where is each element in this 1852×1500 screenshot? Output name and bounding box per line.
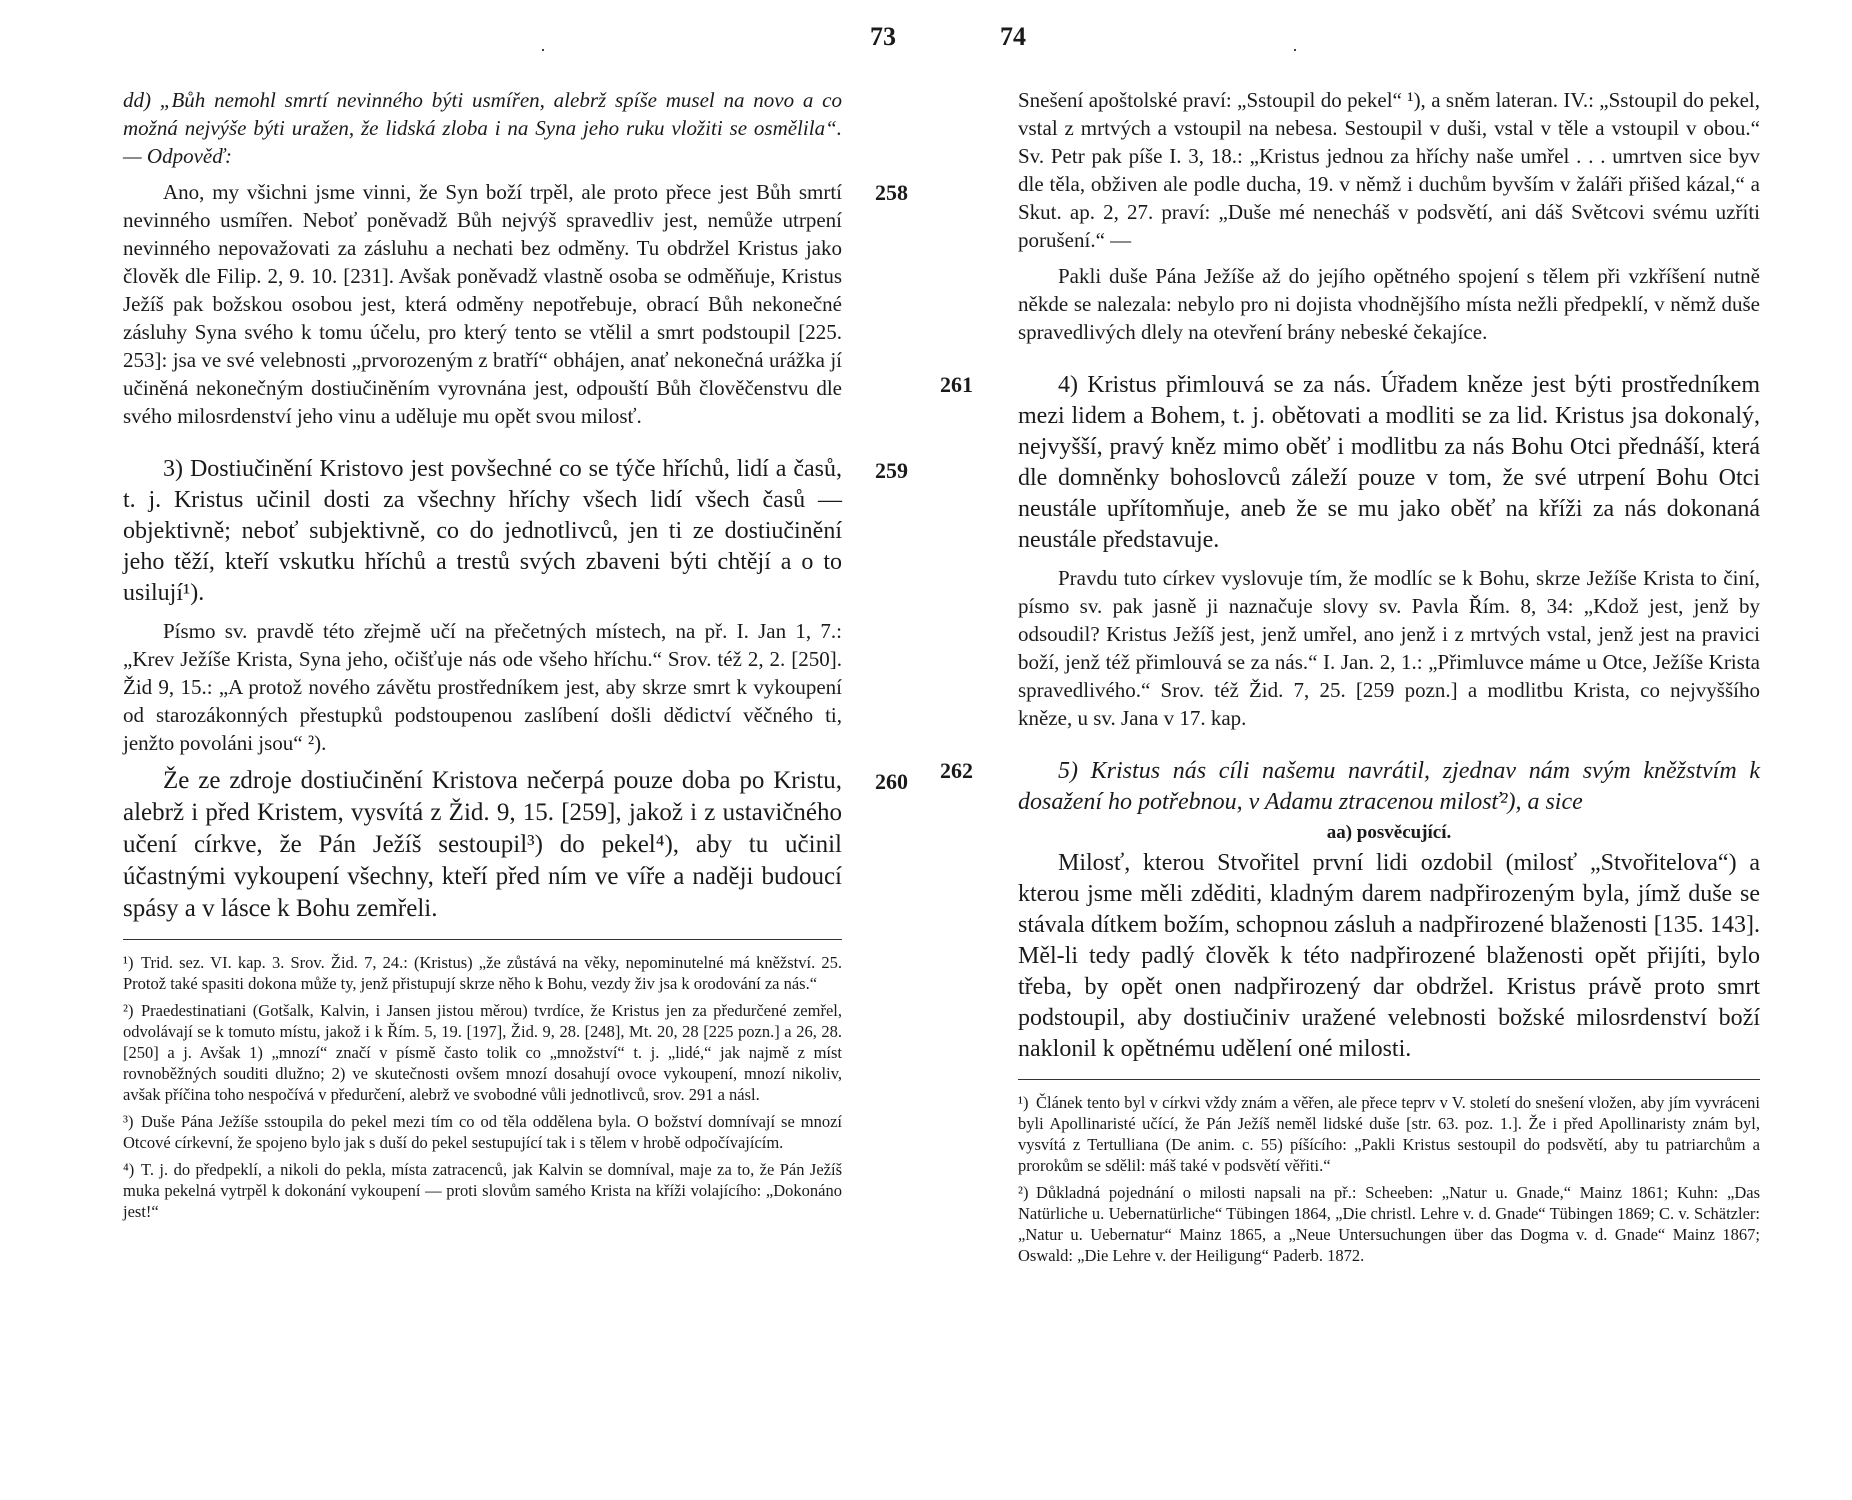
footnote <box>123 952 842 994</box>
footnotes <box>1018 1092 1760 1266</box>
paragraph: Písmo sv. pravdě této zřejmě učí na přečetných místech, na př. I. Jan 1, 7.: „Krev Ježíše Krista, Syna jeho, očišťuje nás ode všeho hříchu.“ Srov. též 2, 2. [250]. Žid 9, 15.: „A protož nového závětu prostředníkem jest, aby skrze smrt k vykoupení od starozákonných přestupků podstoupenou zaslíbení došli dědictví věčného ti, jenžto povoláni jsou“ ²). <box>123 619 842 755</box>
paragraph: Milosť, kterou Stvořitel první lidi ozdobil (milosť „Stvořitelova“) a kterou jsme měli zděditi, kladným darem nadpřirozeným byla, jímž duše se stávala dítkem božím, schopnou zásluh a nadpřirozené blaženosti [135. 143]. Měl-li tedy padlý člověk k této nadpřirozené blaženosti opět přijíti, bylo třeba, by opět onen nadpřirozený dar obdržel. Kristus právě proto smrt podstoupil, aby dostiučiniv uražené velebnosti božské milosrdenství boží naklonil k opětnému udělení oné milosti. <box>1018 850 1760 1062</box>
paragraph: 5) Kristus nás cíli našemu navrátil, zjednav nám svým kněžstvím k dosažení ho potřebnou, v Adamu ztracenou milosť²), a sice <box>1018 758 1760 815</box>
footnote-mark: ¹) <box>123 953 134 972</box>
footnote <box>1018 1182 1760 1266</box>
paragraph: Že ze zdroje dostiučinění Kristova nečerpá pouze doba po Kristu, alebrž i před Kristem, vysvítá z Žid. 9, 15. [259], jakož i z ustavičného učení církve, že Pán Ježíš sestoupil³) do pekel⁴), aby tu učinil účastnými vykoupení všechny, kteří před ním ve víře a naději budoucí spásy a v lásce k Bohu zemřeli. <box>123 767 842 922</box>
page-number: 73 <box>870 22 896 51</box>
paragraph: Pravdu tuto církev vyslovuje tím, že modlíc se k Bohu, skrze Ježíše Krista to činí, písmo sv. pak jasně ji naznačuje slovy sv. Pavla Řím. 8, 34: „Kdož jest, jenž by odsoudil? Kristus Ježíš jest, jenž umřel, ano jenž i z mrtvých vstal, jenž jest na pravici boží, jenž též přimlouvá se za nás.“ I. Jan. 2, 1.: „Přimluvce máme u Otce, Ježíše Krista spravedlivého.“ Srov. též Žid. 7, 25. [259 pozn.] a modlitbu Krista, co nejvyššího kněze, u sv. Jana v 17. kap. <box>1018 566 1760 730</box>
margin-number: 262 <box>940 758 973 783</box>
paragraph-block <box>940 756 1760 818</box>
paragraph-block <box>123 454 908 609</box>
margin-number: 259 <box>875 458 908 483</box>
paragraph-block <box>940 370 1760 556</box>
footnotes <box>123 952 842 1222</box>
footnote-mark: ⁴) <box>123 1160 135 1179</box>
footnote-text: Praedestinatiani (Gotšalk, Kalvin, i Jansen jistou měrou) tvrdíce, že Kristus jen za předurčené zemřel, odvolávají se k tomuto místu, jakož i k Řím. 5, 19. [197], Žid. 9, 28. [248], Mt. 20, 28 [225 pozn.] a 26, 28. [250] a j. Avšak 1) „mnozí“ značí v písmě často tolik co „množství“ t. j. „lidé,“ jak najmě z míst rovnoběžných souditi dlužno; 2) ve skutečnosti ovšem mnozí dosahují ovoce vykoupení, mnozí nikoliv, avšak příčina toho nespočívá v předurčení, alebrž ve svobodné vůli jednotlivců, srov. 291 a násl. <box>123 1001 842 1104</box>
footnote-rule <box>123 939 842 940</box>
footnote-text: Důkladná pojednání o milosti napsali na př.: Scheeben: „Natur u. Gnade,“ Mainz 1861; Kuhn: „Das Natürliche u. Uebernatürliche“ Tübingen 1864, „Die christl. Lehre v. d. Gnade“ Tübingen 1869; C. v. Schätzler: „Natur u. Uebernatur“ Mainz 1865, a „Neue Untersuchungen über das Dogma v. d. Gnade“ Mainz 1867; Oswald: „Die Lehre v. der Heiligung“ Paderb. 1872. <box>1018 1183 1760 1265</box>
paragraph: Pakli duše Pána Ježíše až do jejího opětného spojení s tělem při vzkříšení nutně někde se nalezala: nebylo pro ni dojista vhodnějšího místa nežli předpeklí, v němž duše spravedlivých dlely na otevření brány nebeské čekajíce. <box>1018 264 1760 344</box>
paragraph: dd) „Bůh nemohl smrtí nevinného býti usmířen, alebrž spíše musel na novo a co možná nejvýše býti uražen, že lidská zloba i na Syna jeho ruku vložiti se osmělila“. — Odpověď: <box>123 88 842 168</box>
page-number: 74 <box>1000 22 1026 51</box>
footnote <box>123 1111 842 1153</box>
footnote-text: Duše Pána Ježíše sstoupila do pekel mezi tím co od těla oddělena byla. O božství domnívají se mnozí Otcové církevní, že spojeno bylo jak s duší do pekel sestupující tak i s tělem v hrobě odpočívajícím. <box>123 1112 842 1152</box>
paragraph: 4) Kristus přimlouvá se za nás. Úřadem kněze jest býti prostředníkem mezi lidem a Bohem, t. j. obětovati a modliti se za lid. Kristus jsa dokonalý, nejvyšší, pravý kněz mimo oběť i modlitbu za nás Bohu Otci přednáší, která dle domněnky bohoslovců záleží pouze v tom, že své utrpení Bohu Otci neustále upřítomňuje, aneb že se mu jako oběť na kříži za nás dokonaná neustále představuje. <box>1018 372 1760 553</box>
footnote-text: T. j. do předpeklí, a nikoli do pekla, místa zatracenců, jak Kalvin se domníval, maje za to, že Pán Ježíš muka pekelná vytrpěl k dokonání vykoupení — proti slovům samého Krista na kříži volajícího: „Dokonáno jest!“ <box>123 1160 842 1221</box>
margin-number: 260 <box>875 769 908 794</box>
footnote-mark: ³) <box>123 1112 134 1131</box>
footnote-text: Článek tento byl v církvi vždy znám a věřen, ale přece teprv v V. století do snešení vložen, aby jím vyvráceni byli Apollinaristé učící, že Pán Ježíš neměl lidské duše [str. 63. poz. 1.]. Že i před Apollinaristy znám byl, vysvítá z Tertulliana (De anim. c. 55) píšícího: „Pakli Kristus sestoupil do podsvětí, aby tu patriarchům a prorokům se sdělil: máš také v podsvětí věřiti.“ <box>1018 1093 1760 1175</box>
paragraph-block <box>123 765 908 925</box>
footnote-rule <box>1018 1079 1760 1080</box>
margin-number: 258 <box>875 180 908 205</box>
print-dot: · <box>1292 40 1298 60</box>
paragraph: Snešení apoštolské praví: „Sstoupil do pekel“ ¹), a sněm lateran. IV.: „Sstoupil do pekel, vstal z mrtvých a vstoupil na nebesa. Sestoupil v duši, vstal v těle a vstoupil v obou.“ Sv. Petr pak píše I. 3, 18.: „Kristus jednou za hříchy naše umřel . . . umrtven sice byv dle těla, obživen ale podle ducha, 19. v němž i duchům byvším v žaláři přišed kázal,“ a Skut. ap. 2, 27. praví: „Duše mé nenecháš v podsvětí, ani dáš Světcovi svému uzříti porušení.“ — <box>1018 88 1760 252</box>
right-column <box>940 86 1760 1272</box>
paragraph-block <box>123 178 908 430</box>
left-column <box>123 86 908 1228</box>
paragraph: 3) Dostiučinění Kristovo jest povšechné co se týče hříchů, lidí a časů, t. j. Kristus učinil dosti za všechny hříchy všech lidí všech časů — objektivně; neboť subjektivně, co do jednotlivců, jen ti ze dostiučinění jeho těží, kteří vskutku hříchů a trestů svých zbaveni býti chtějí a o to usilují¹). <box>123 456 842 606</box>
footnote <box>123 1000 842 1105</box>
footnote <box>1018 1092 1760 1176</box>
footnote-mark: ¹) <box>1018 1093 1029 1112</box>
print-dot: · <box>540 40 546 60</box>
subheading: aa) posvěcující. <box>1326 822 1452 843</box>
footnote-mark: ²) <box>123 1001 134 1020</box>
footnote-text: Trid. sez. VI. kap. 3. Srov. Žid. 7, 24.: (Kristus) „že zůstává na věky, nepominutelné má kněžství. 25. Protož také spasiti dokona může ty, jenž přistupují skrze něho k Bohu, vezdy živ jsa k orodování za nás.“ <box>123 953 842 993</box>
footnote-mark: ²) <box>1018 1183 1029 1202</box>
margin-number: 261 <box>940 372 973 397</box>
footnote <box>123 1159 842 1222</box>
paragraph: Ano, my všichni jsme vinni, že Syn boží trpěl, ale proto přece jest Bůh smrtí nevinného usmířen. Neboť poněvadž Bůh nejvýš spravedliv jest, nemůže utrpení nevinného nepovažovati za zásluhu a nechati bez odměny. Tu obdržel Kristus jako člověk dle Filip. 2, 9. 10. [231]. Avšak poněvadž vlastně osoba se odměňuje, Kristus Ježíš pak božskou osobou jest, která odměny nepotřebuje, obrací Bůh nekonečné zásluhy Syna svého k tomu účelu, pro který tento se vtělil a smrt podstoupil [225. 253]: jsa ve své velebnosti „prvorozeným z bratří“ obhájen, anať nekonečná urážka jí učiněná nekonečným dostiučiněním vyrovnána jest, odpouští Bůh člověčenstvu dle svého milosrdenství jeho vinu a uděluje mu opět svou milosť. <box>123 180 842 428</box>
